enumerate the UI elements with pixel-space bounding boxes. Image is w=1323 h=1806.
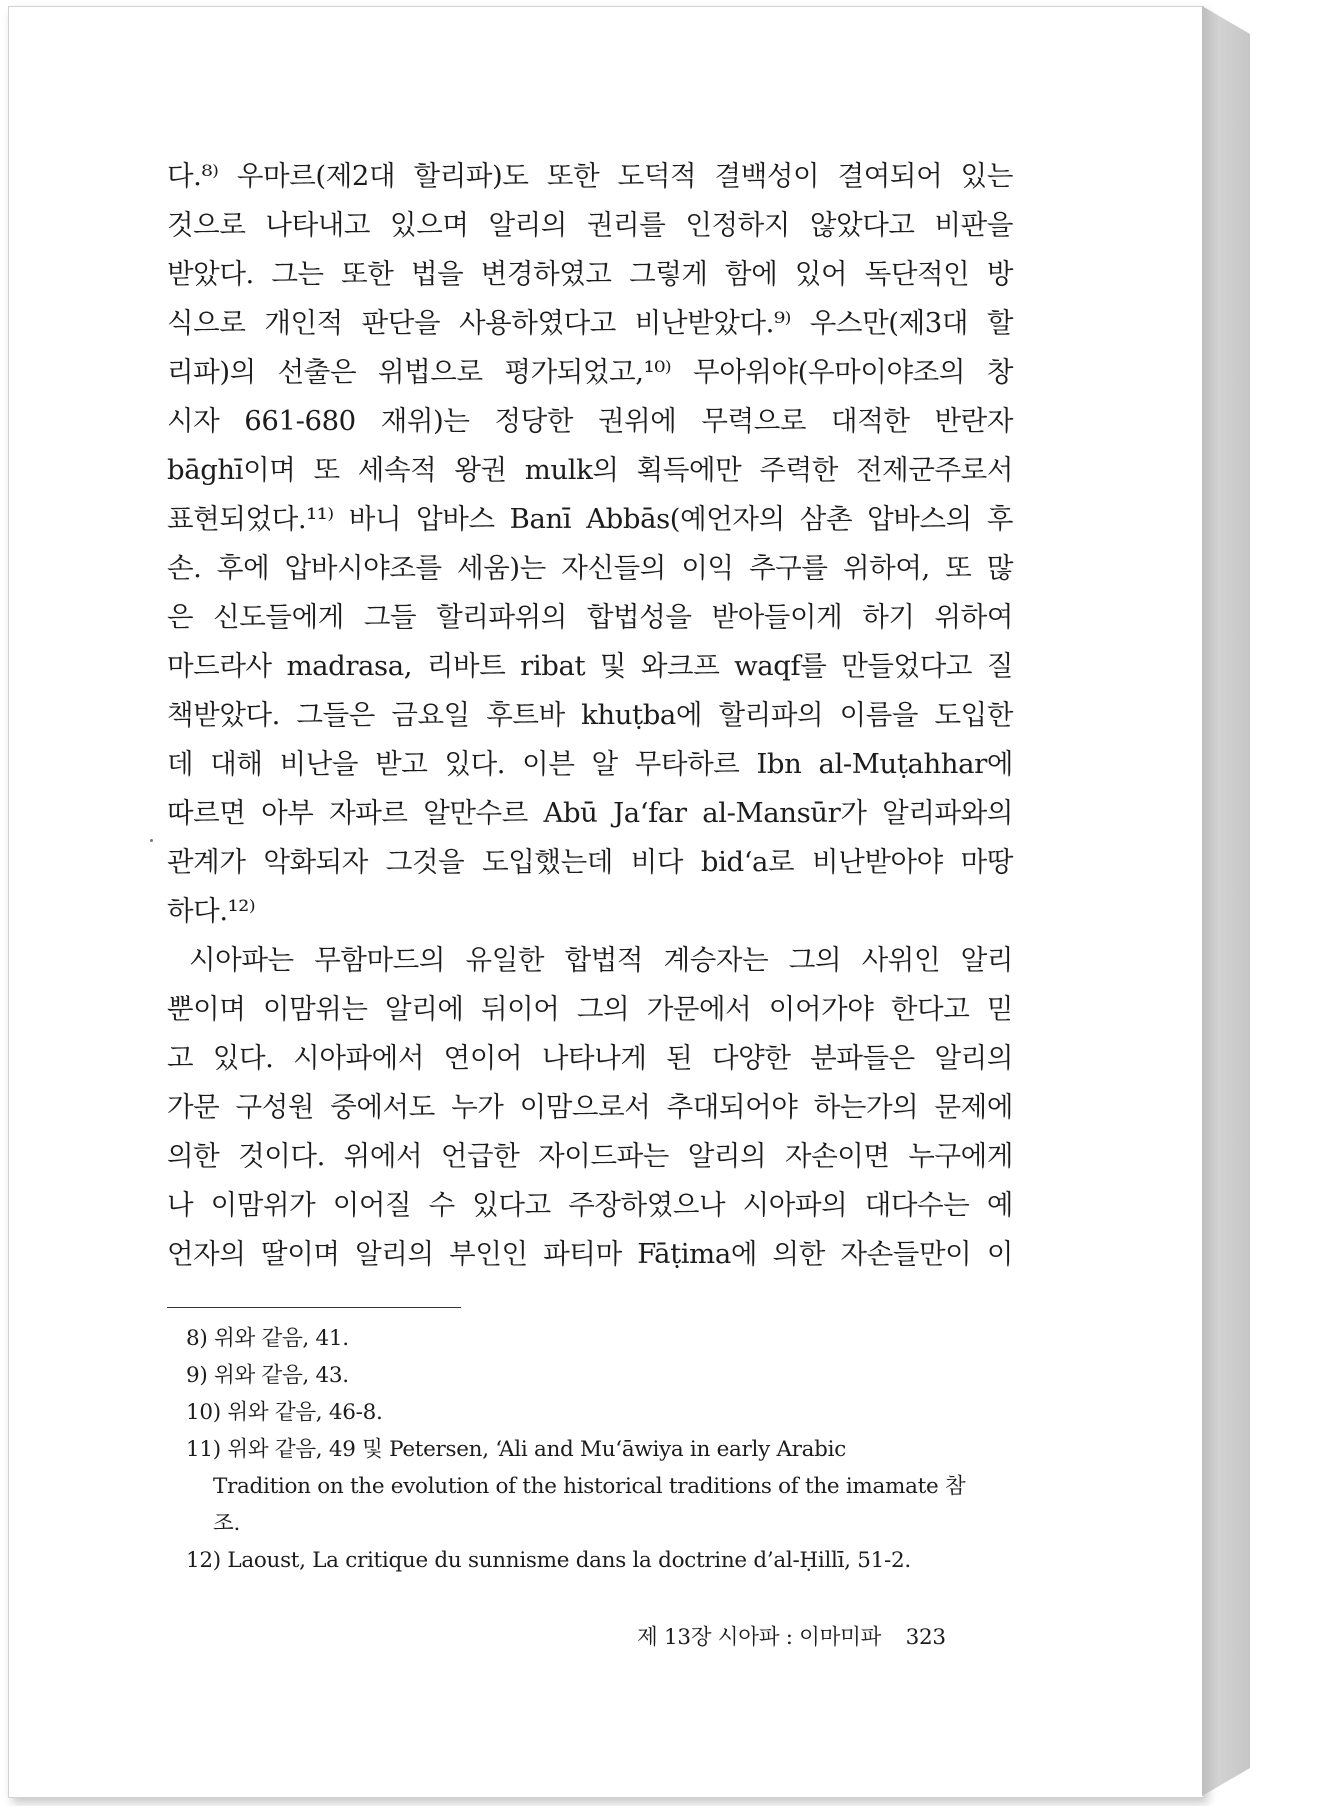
body-line: 받았다. 그는 또한 법을 변경하였고 그렇게 함에 있어 독단적인 방	[167, 258, 1013, 290]
body-line: 뿐이며 이맘위는 알리에 뒤이어 그의 가문에서 이어가야 한다고 믿	[167, 993, 1013, 1025]
footnote-8: 8) 위와 같음, 41.	[186, 1326, 349, 1351]
paragraph-first-line: 시아파는 무함마드의 유일한 합법적 계승자는 그의 사위인 알리	[189, 944, 1013, 976]
body-line: 관계가 악화되자 그것을 도입했는데 비다 bid‘a로 비난받아야 마땅	[167, 846, 1013, 878]
body-line: 가문 구성원 중에서도 누가 이맘으로서 추대되어야 하는가의 문제에	[167, 1091, 1013, 1123]
print-speck	[150, 839, 153, 842]
body-line: 데 대해 비난을 받고 있다. 이븐 알 무타하르 Ibn al-Muṭahhar에	[167, 748, 1013, 780]
body-line: 리파)의 선출은 위법으로 평가되었고,¹⁰⁾ 무아위야(우마이야조의 창	[167, 356, 1013, 388]
body-line: 따르면 아부 자파르 알만수르 Abū Ja‘far al-Mansūr가 알리파와의	[167, 797, 1013, 829]
page-number: 323	[905, 1625, 946, 1650]
footnote-11-continued: Tradition on the evolution of the historical traditions of the imamate 참	[213, 1474, 966, 1499]
running-footer	[637, 1620, 946, 1651]
body-line: 나 이맘위가 이어질 수 있다고 주장하였으나 시아파의 대다수는 예	[167, 1189, 1013, 1221]
footnote-11-continued: 조.	[213, 1511, 241, 1536]
footnote-11: 11) 위와 같음, 49 및 Petersen, ‘Ali and Mu‘āwiya in early Arabic	[186, 1437, 846, 1462]
body-line: 은 신도들에게 그들 할리파위의 합법성을 받아들이게 하기 위하여	[167, 601, 1013, 633]
book-page-edge	[1202, 6, 1250, 1796]
body-line: 시자 661-680 재위)는 정당한 권위에 무력으로 대적한 반란자	[167, 405, 1013, 437]
body-line: 다.⁸⁾ 우마르(제2대 할리파)도 또한 도덕적 결백성이 결여되어 있는	[167, 160, 1013, 192]
chapter-title: 제 13장 시아파 : 이마미파	[637, 1625, 882, 1650]
body-line: 마드라사 madrasa, 리바트 ribat 및 와크프 waqf를 만들었다고 질	[167, 650, 1013, 682]
body-line: 표현되었다.¹¹⁾ 바니 압바스 Banī Abbās(예언자의 삼촌 압바스의 후	[167, 503, 1013, 535]
body-line: 의한 것이다. 위에서 언급한 자이드파는 알리의 자손이면 누구에게	[167, 1140, 1013, 1172]
body-line: 고 있다. 시아파에서 연이어 나타나게 된 다양한 분파들은 알리의	[167, 1042, 1013, 1074]
body-line: 하다.¹²⁾	[167, 895, 256, 927]
body-line: 것으로 나타내고 있으며 알리의 권리를 인정하지 않았다고 비판을	[167, 209, 1013, 241]
body-line: 손. 후에 압바시야조를 세움)는 자신들의 이익 추구를 위하여, 또 많	[167, 552, 1013, 584]
footnote-separator	[167, 1307, 461, 1308]
body-line: 언자의 딸이며 알리의 부인인 파티마 Fāṭima에 의한 자손들만이 이	[167, 1238, 1013, 1270]
footnote-12: 12) Laoust, La critique du sunnisme dans la doctrine d’al-Ḥillī, 51-2.	[186, 1548, 911, 1573]
body-line: bāghī이며 또 세속적 왕권 mulk의 획득에만 주력한 전제군주로서	[167, 454, 1013, 486]
body-line: 식으로 개인적 판단을 사용하였다고 비난받았다.⁹⁾ 우스만(제3대 할	[167, 307, 1013, 339]
footnote-9: 9) 위와 같음, 43.	[186, 1363, 349, 1388]
footnote-10: 10) 위와 같음, 46-8.	[186, 1400, 383, 1425]
body-line: 책받았다. 그들은 금요일 후트바 khuṭba에 할리파의 이름을 도입한	[167, 699, 1013, 731]
footnotes	[186, 1320, 1016, 1579]
body-text	[167, 152, 1013, 1279]
